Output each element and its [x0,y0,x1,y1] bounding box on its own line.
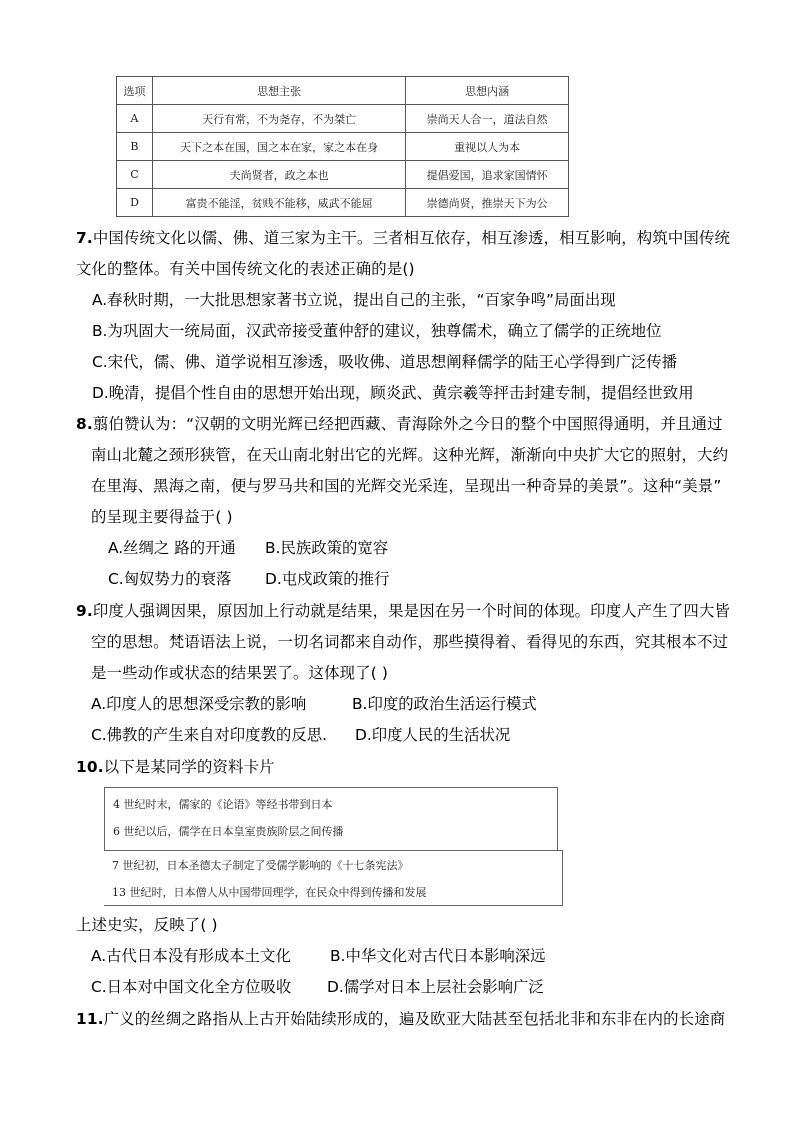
q7-option-c[interactable]: C.宋代，儒、佛、道学说相互渗透，吸收佛、道思想阐释儒学的陆王心学得到广泛传播 [92,353,678,371]
q8-stem-line3: 在里海、黑海之南，便与罗马共和国的光辉交光采连，呈现出一种奇异的美景”。这种“美景” [91,477,722,495]
q7-option-d[interactable]: D.晚清，提倡个性自由的思想开始出现，顾炎武、黄宗羲等抨击封建专制，提倡经世致用 [92,384,694,402]
q8-option-c[interactable]: C.匈奴势力的衰落 [108,570,232,588]
q8-stem-line4: 的呈现主要得益于( ) [91,508,233,526]
table-header-meaning: 思想内涵 [406,77,569,105]
q7-stem-text: 中国传统文化以儒、佛、道三家为主干。三者相互依存，相互渗透，相互影响，构筑中国传统 [92,229,731,247]
table-cell: 天下之本在国，国之本在家，家之本在身 [152,133,405,161]
table-cell: C [117,161,153,189]
q9-stem-line1 [76,600,730,622]
q9-stem-text: 印度人强调因果，原因加上行动就是结果，果是因在另一个时间的体现。印度人产生了四大皆 [92,602,731,620]
q10-stem-text: 以下是某同学的资料卡片 [103,758,275,776]
table-row [117,133,569,161]
q9-option-c[interactable]: C.佛教的产生来自对印度教的反思. [91,726,327,744]
table-header-claim: 思想主张 [152,77,405,105]
q8-option-a[interactable]: A.丝绸之 路的开通 [108,539,236,557]
q7-stem-line1 [76,227,730,249]
q7-option-a[interactable]: A.春秋时期，一大批思想家著书立说，提出自己的主张，“百家争鸣”局面出现 [92,291,616,309]
q8-option-b[interactable]: B.民族政策的宽容 [265,539,389,557]
ideas-table [116,76,569,217]
table-cell: 提倡爱国，追求家国情怀 [406,161,569,189]
q10-stem-line1 [76,756,275,778]
q8-stem-text: 翦伯赞认为：“汉朝的文明光辉已经把西藏、青海除外之今日的整个中国照得通明，并且通过 [92,415,723,433]
table-cell: 夫尚贤者，政之本也 [152,161,405,189]
q10-after-text: 上述史实，反映了( ) [76,916,218,934]
table-cell: A [117,105,153,133]
table-cell: D [117,189,153,217]
table-cell: 富贵不能淫，贫贱不能移，威武不能屈 [152,189,405,217]
q9-stem-line2: 空的思想。梵语语法上说，一切名词都来自动作，那些摸得着、看得见的东西，究其根本不过 [91,633,729,651]
q10-option-c[interactable]: C.日本对中国文化全方位吸收 [91,978,292,996]
table-header-option: 选项 [117,77,153,105]
q9-number: 9. [76,602,93,620]
table-cell: B [117,133,153,161]
q8-option-d[interactable]: D.屯戍政策的推行 [265,570,390,588]
card-line: 13 世纪时，日本僧人从中国带回理学，在民众中得到传播和发展 [112,886,427,899]
q11-number: 11. [76,1010,104,1028]
card-line: 4 世纪时末，儒家的《论语》等经书带到日本 [113,798,333,811]
q9-option-b[interactable]: B.印度的政治生活运行模式 [352,695,537,713]
table-cell: 崇德尚贤，推崇天下为公 [406,189,569,217]
q10-option-b[interactable]: B.中华文化对古代日本影响深远 [330,947,546,965]
q9-stem-line3: 是一些动作或状态的结果罢了。这体现了( ) [91,664,389,682]
q10-number: 10. [76,758,104,776]
card-line: 6 世纪以后，儒学在日本皇室贵族阶层之间传播 [113,825,344,838]
table-cell: 天行有常，不为尧存，不为桀亡 [152,105,405,133]
table-cell: 崇尚天人合一，道法自然 [406,105,569,133]
q8-stem-line1 [76,413,723,435]
table-row [117,189,569,217]
q7-option-b[interactable]: B.为巩固大一统局面，汉武帝接受董仲舒的建议，独尊儒术，确立了儒学的正统地位 [92,322,662,340]
q9-option-a[interactable]: A.印度人的思想深受宗教的影响 [91,695,307,713]
q9-option-d[interactable]: D.印度人民的生活状况 [355,726,511,744]
table-cell: 重视以人为本 [406,133,569,161]
table-row [117,105,569,133]
q11-stem-line1 [76,1008,725,1030]
card-line: 7 世纪初，日本圣德太子制定了受儒学影响的《十七条宪法》 [112,859,409,872]
table-header-row [117,77,569,105]
q11-stem-text: 广义的丝绸之路指从上古开始陆续形成的，遍及欧亚大陆甚至包括北非和东非在内的长途商 [103,1010,726,1028]
q7-stem-line2: 文化的整体。有关中国传统文化的表述正确的是() [76,260,415,278]
table-row [117,161,569,189]
q8-stem-line2: 南山北麓之颈形狭管，在天山南北射出它的光辉。这种光辉，渐渐向中央扩大它的照射，大约 [91,446,729,464]
q7-number: 7. [76,229,93,247]
q10-option-a[interactable]: A.古代日本没有形成本土文化 [91,947,291,965]
info-card-bottom [104,850,563,906]
q10-option-d[interactable]: D.儒学对日本上层社会影响广泛 [327,978,544,996]
info-card-top [104,787,558,850]
q8-number: 8. [76,415,93,433]
